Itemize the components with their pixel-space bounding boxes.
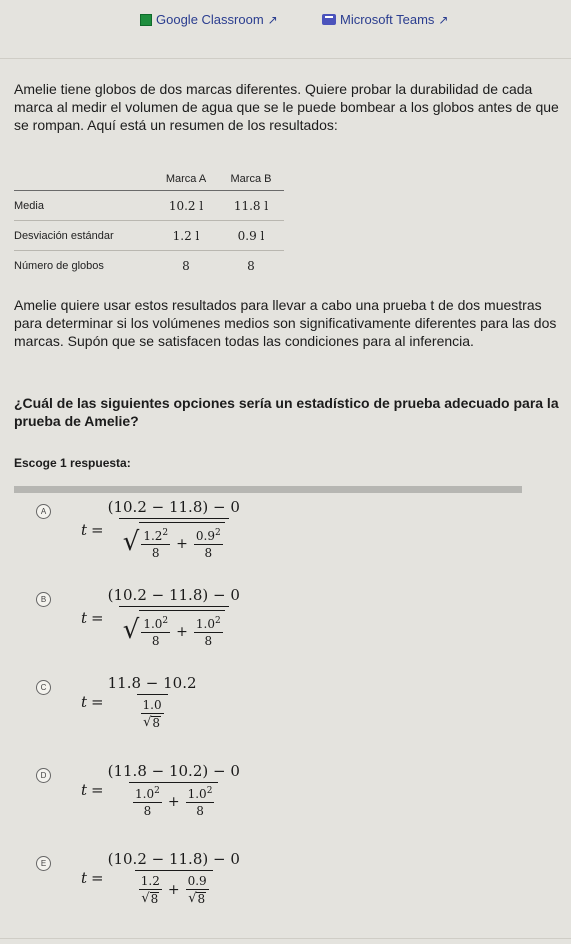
header-brand-b: Marca B	[230, 173, 272, 185]
main-fraction	[104, 762, 244, 818]
exponent: 2	[162, 615, 169, 626]
radicand: 8	[150, 891, 159, 906]
option-letter: A	[40, 507, 47, 516]
top-divider	[0, 58, 571, 59]
option-e-radio[interactable]	[36, 856, 51, 871]
microsoft-teams-label: Microsoft Teams	[340, 12, 435, 27]
question-context: Amelie quiere usar estos resultados para llevar a cabo una prueba t de dos muestras para determinar si los volúmenes medios son significativamente diferentes para las dos marcas. Supón que se satisfacen todas las condiciones para al inferencia.	[14, 297, 557, 349]
exponent: 2	[154, 786, 160, 796]
radicand: 8	[197, 891, 206, 906]
table-row-count	[14, 251, 284, 280]
option-e[interactable]	[36, 850, 516, 938]
term-1-denominator: 8	[151, 633, 160, 648]
mean-brand-a: 10.2 l	[168, 198, 204, 213]
square-root	[188, 891, 206, 906]
square-root	[123, 522, 225, 562]
t-variable: t	[81, 781, 88, 799]
option-a-radio[interactable]	[36, 504, 51, 519]
formula-a	[81, 498, 244, 562]
mean-brand-b: 11.8 l	[233, 198, 269, 213]
answer-options	[36, 498, 516, 938]
option-letter: B	[40, 595, 47, 604]
header-brand-a: Marca A	[165, 173, 207, 185]
formula-numerator: (10.2 − 11.8) − 0	[107, 586, 240, 604]
formula-denominator	[137, 694, 168, 730]
option-letter: D	[40, 771, 47, 780]
main-fraction	[104, 674, 201, 730]
top-link-bar	[0, 0, 571, 42]
term-1	[133, 786, 162, 818]
square-root	[143, 715, 161, 730]
equals-sign: =	[91, 609, 104, 627]
radicand: 8	[152, 715, 161, 730]
square-root	[123, 610, 225, 650]
equals-sign: =	[91, 521, 104, 539]
term-2	[186, 786, 215, 818]
formula-numerator: 11.8 − 10.2	[107, 674, 197, 692]
google-classroom-label: Google Classroom	[156, 12, 264, 27]
exponent: 2	[162, 527, 169, 538]
question-intro: Amelie tiene globos de dos marcas diferentes. Quiere probar la durabilidad de cada marca al medir el volumen de agua que se le puede bombear a los globos antes de que se rompan. Aquí está un resumen de los resultados:	[14, 81, 559, 133]
external-link-icon: ↗	[438, 12, 449, 27]
answer-area-header-bar	[14, 486, 522, 493]
exponent: 2	[206, 786, 213, 796]
main-fraction	[104, 586, 244, 650]
option-letter: E	[40, 859, 47, 868]
count-brand-b: 8	[247, 258, 255, 273]
exponent: 2	[214, 527, 221, 538]
formula-numerator: (11.8 − 10.2) − 0	[107, 762, 240, 780]
bottom-divider	[0, 938, 571, 939]
option-letter: C	[40, 683, 47, 692]
equals-sign: =	[91, 869, 104, 887]
t-variable: t	[81, 869, 88, 887]
formula-c	[81, 674, 201, 730]
radical-sign-icon: √	[122, 527, 140, 557]
std-dev-brand-a: 1.2 l	[172, 228, 200, 243]
question-prompt: ¿Cuál de las siguientes opciones sería un estadístico de prueba adecuado para la prueba de Amelie?	[14, 395, 559, 429]
count-brand-a: 8	[182, 258, 190, 273]
formula-b	[81, 586, 244, 650]
radical-sign-icon: √	[141, 891, 150, 906]
equals-sign: =	[91, 781, 104, 799]
option-d-radio[interactable]	[36, 768, 51, 783]
main-fraction	[104, 850, 244, 906]
t-variable: t	[81, 521, 88, 539]
term-2-denominator: 8	[204, 545, 213, 560]
square-root	[141, 891, 159, 906]
term-1-numerator: 1.2	[143, 528, 163, 543]
radicand	[139, 522, 224, 562]
t-variable: t	[81, 609, 88, 627]
formula-d	[81, 762, 244, 818]
google-classroom-logo-icon	[140, 14, 152, 26]
term-2-numerator: 1.0	[195, 616, 215, 631]
plus-sign: +	[176, 623, 188, 640]
term-1-numerator: 1.0	[143, 616, 163, 631]
option-b[interactable]	[36, 586, 516, 674]
formula-denominator	[129, 782, 218, 818]
option-c-radio[interactable]	[36, 680, 51, 695]
term-2	[186, 874, 209, 906]
summary-table	[14, 168, 284, 280]
formula-denominator	[119, 518, 229, 562]
row-label: Número de globos	[14, 259, 104, 272]
microsoft-teams-logo-icon	[322, 14, 336, 25]
term-1-denominator: 8	[151, 545, 160, 560]
term-2-denominator: 8	[196, 804, 204, 818]
google-classroom-link[interactable]	[140, 12, 278, 27]
formula-numerator: (10.2 − 11.8) − 0	[107, 498, 240, 516]
plus-sign: +	[167, 794, 180, 810]
term-1	[141, 616, 170, 648]
denominator-fraction	[141, 698, 164, 730]
external-link-icon: ↗	[267, 12, 278, 27]
plus-sign: +	[176, 535, 188, 552]
radical-sign-icon: √	[188, 891, 197, 906]
formula-denominator	[119, 606, 229, 650]
term-2	[194, 616, 223, 648]
term-2-numerator: 1.0	[187, 787, 207, 801]
t-variable: t	[81, 693, 88, 711]
row-label: Desviación estándar	[14, 229, 114, 242]
radical-sign-icon: √	[143, 715, 152, 730]
exponent: 2	[214, 615, 221, 626]
formula-denominator	[135, 870, 213, 906]
denominator-numerator: 1.0	[142, 698, 162, 712]
term-2-numerator: 0.9	[195, 528, 215, 543]
answer-instruction: Escoge 1 respuesta:	[14, 456, 131, 470]
table-row-mean	[14, 191, 284, 221]
term-1	[139, 874, 162, 906]
term-1-denominator: 8	[143, 804, 152, 818]
option-d[interactable]	[36, 762, 516, 850]
term-2-numerator: 0.9	[187, 874, 207, 888]
plus-sign: +	[167, 882, 180, 898]
term-1	[141, 528, 170, 560]
term-1-numerator: 1.2	[140, 874, 160, 888]
equals-sign: =	[91, 693, 104, 711]
option-c[interactable]	[36, 674, 516, 762]
table-row-std-dev	[14, 221, 284, 251]
option-a[interactable]	[36, 498, 516, 586]
row-label: Media	[14, 199, 44, 212]
std-dev-brand-b: 0.9 l	[237, 228, 265, 243]
main-fraction	[104, 498, 244, 562]
term-2-denominator: 8	[204, 633, 213, 648]
microsoft-teams-link[interactable]	[322, 12, 448, 27]
term-2	[194, 528, 223, 560]
formula-e	[81, 850, 244, 906]
option-b-radio[interactable]	[36, 592, 51, 607]
radicand	[139, 610, 224, 650]
formula-numerator: (10.2 − 11.8) − 0	[107, 850, 240, 868]
summary-table-header	[14, 168, 284, 191]
term-1-numerator: 1.0	[135, 787, 155, 801]
radical-sign-icon: √	[122, 615, 140, 645]
